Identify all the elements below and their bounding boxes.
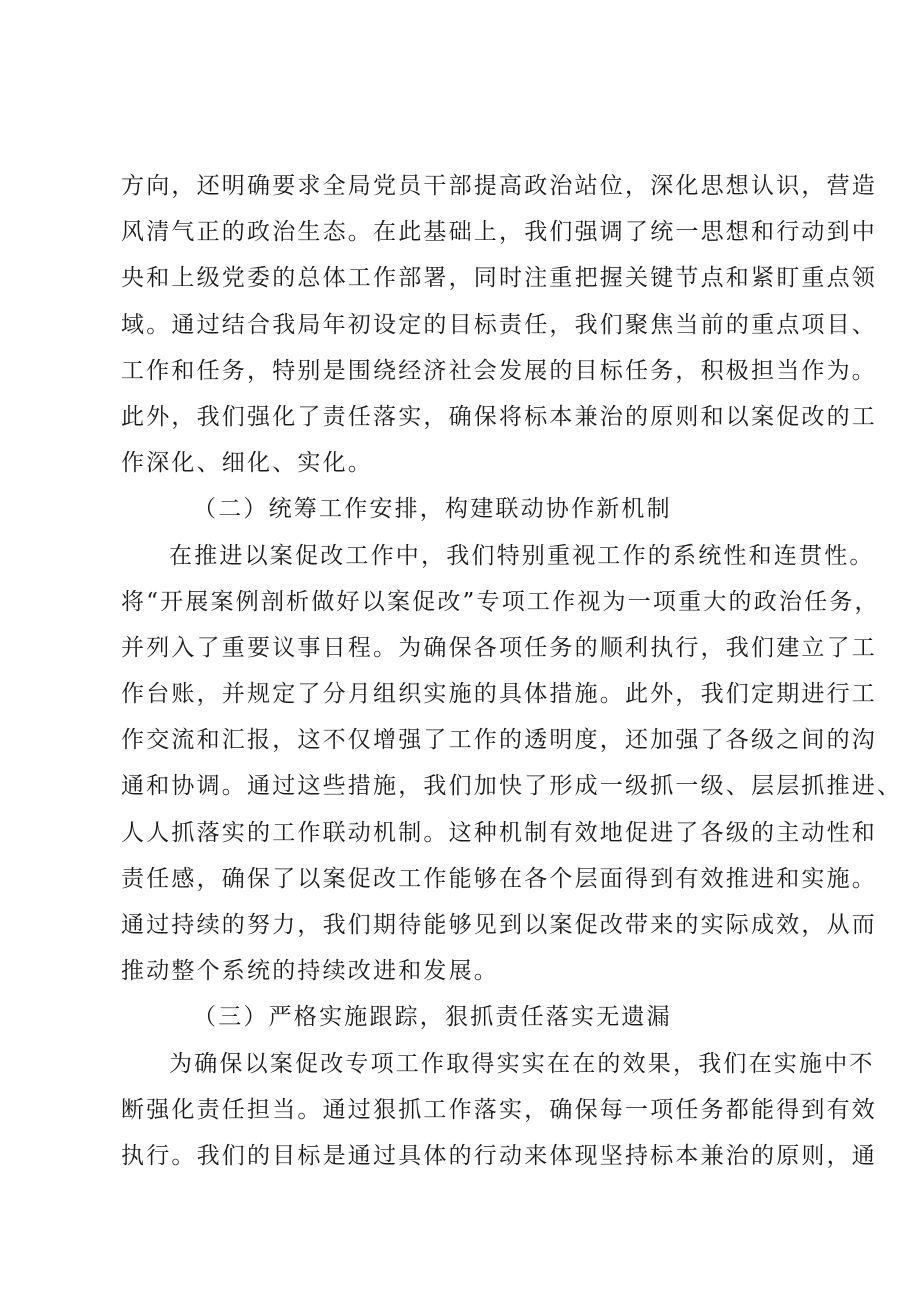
body-line: 央和上级党委的总体工作部署，同时注重把握关键节点和紧盯重点领	[121, 265, 877, 292]
body-line: 作台账，并规定了分月组织实施的具体措施。此外，我们定期进行工	[121, 681, 877, 708]
body-line: 作交流和汇报，这不仅增强了工作的透明度，还加强了各级之间的沟	[121, 727, 877, 754]
body-line: 通和协调。通过这些措施，我们加快了形成一级抓一级、层层抓推进、	[121, 773, 903, 800]
body-line: 通过持续的努力，我们期待能够见到以案促改带来的实际成效，从而	[121, 912, 877, 938]
body-line: 将“开展案例剖析做好以案促改”专项工作视为一项重大的政治任务，	[121, 588, 880, 615]
section-heading: （二）统筹工作安排，构建联动协作新机制	[193, 496, 672, 523]
body-line: 域。通过结合我局年初设定的目标责任，我们聚焦当前的重点项目、	[121, 311, 877, 338]
body-line: 执行。我们的目标是通过具体的行动来体现坚持标本兼治的原则，通	[121, 1142, 877, 1169]
body-line: 责任感，确保了以案促改工作能够在各个层面得到有效推进和实施。	[121, 865, 877, 892]
body-line: 并列入了重要议事日程。为确保各项任务的顺利执行，我们建立了工	[121, 634, 877, 661]
paragraph-first-line: 在推进以案促改工作中，我们特别重视工作的系统性和连贯性。	[169, 542, 875, 569]
body-line: 人人抓落实的工作联动机制。这种机制有效地促进了各级的主动性和	[121, 819, 877, 846]
document-body	[121, 163, 903, 1179]
body-line: 工作和任务，特别是围绕经济社会发展的目标任务，积极担当作为。	[121, 357, 877, 384]
body-line: 风清气正的政治生态。在此基础上，我们强调了统一思想和行动到中	[121, 219, 877, 246]
section-heading: （三）严格实施跟踪，狠抓责任落实无遗漏	[193, 1004, 672, 1031]
body-line: 断强化责任担当。通过狠抓工作落实，确保每一项任务都能得到有效	[121, 1096, 877, 1123]
body-line: 此外，我们强化了责任落实，确保将标本兼治的原则和以案促改的工	[121, 403, 877, 430]
body-line: 作深化、细化、实化。	[121, 450, 373, 477]
body-line: 推动整个系统的持续改进和发展。	[121, 958, 499, 985]
body-line: 方向，还明确要求全局党员干部提高政治站位，深化思想认识，营造	[121, 173, 877, 199]
paragraph-first-line: 为确保以案促改专项工作取得实实在在的效果，我们在实施中不	[169, 1050, 875, 1077]
